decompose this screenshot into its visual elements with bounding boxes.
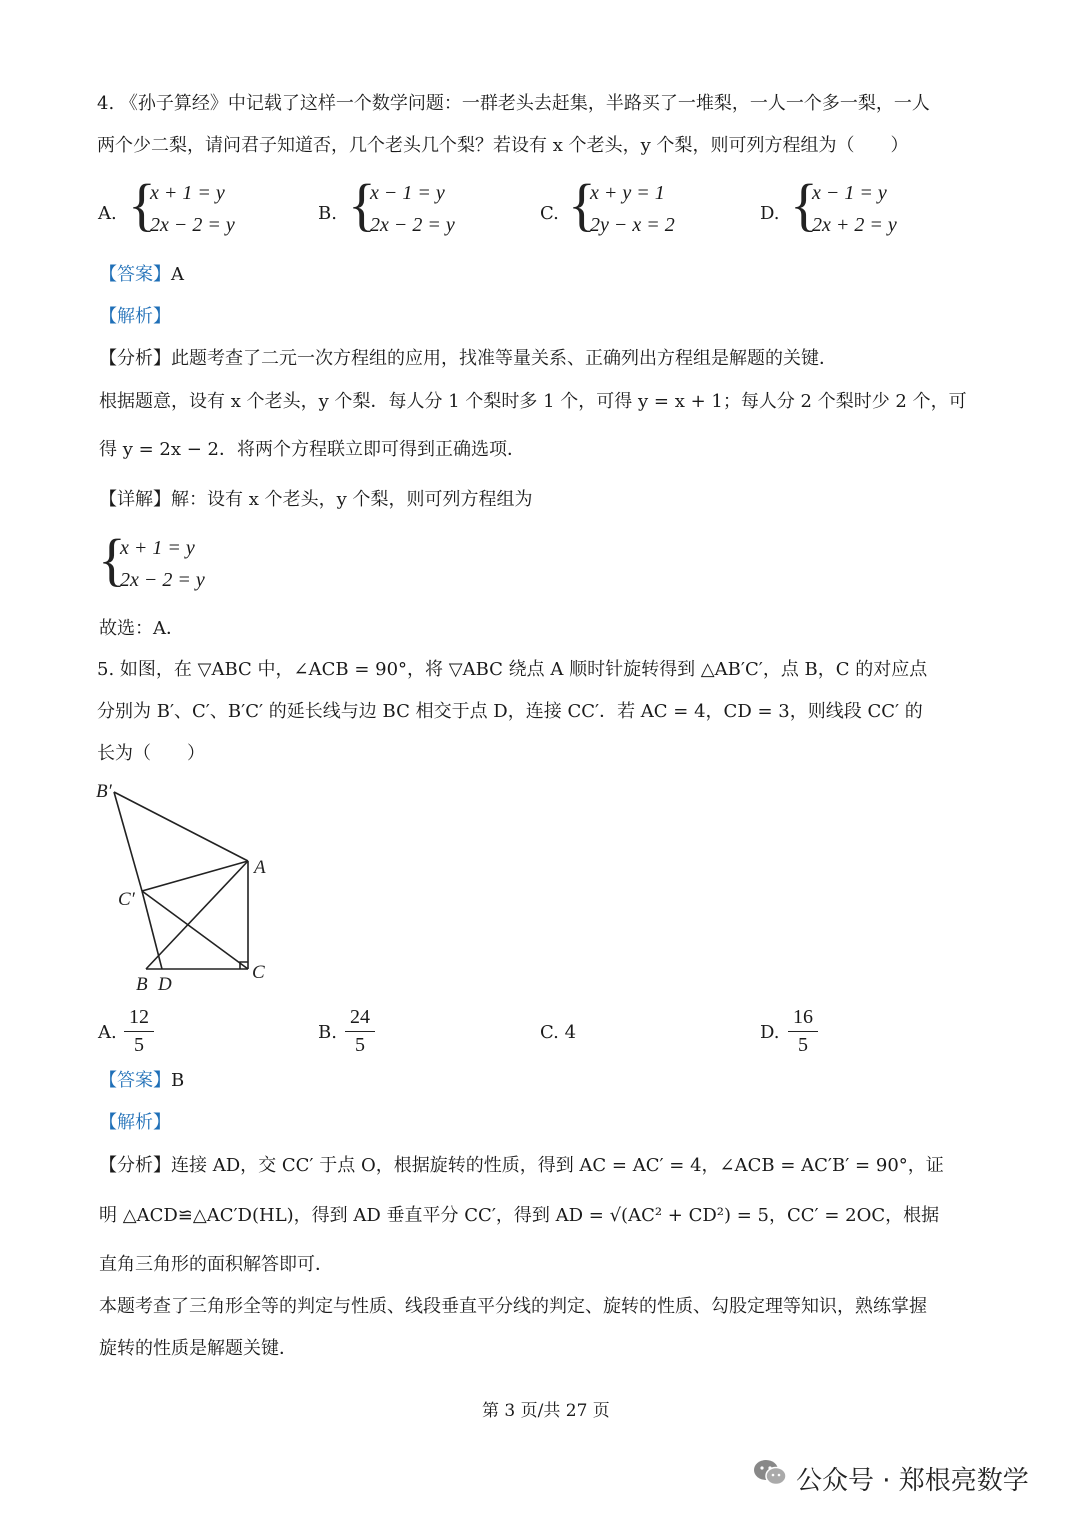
equation: 2x − 2 = y — [150, 214, 235, 236]
answer-value: B — [171, 1070, 185, 1091]
brace-icon: { — [348, 172, 376, 237]
brand-text: 公众号 · 郑根亮数学 — [796, 1466, 1029, 1496]
q5-figure — [90, 775, 290, 1000]
q4-choose: 故选：A． — [99, 618, 184, 639]
q4-para1: 根据题意，设有 x 个老头，y 个梨．每人分 1 个梨时多 1 个，可得 y = x + 1；每人分 2 个梨时少 2 个，可 — [99, 391, 967, 412]
equation: x + 1 = y — [150, 182, 225, 204]
page-number: 第 3 页/共 27 页 — [482, 1401, 610, 1421]
q4-answer — [99, 266, 184, 284]
brace-icon: { — [128, 172, 156, 237]
q5-fenxi-line1 — [99, 1157, 944, 1175]
segment-a-b — [146, 861, 248, 969]
equation: 2x − 2 = y — [120, 569, 205, 591]
brace-icon: { — [790, 172, 818, 237]
segment-bp-cp — [114, 792, 142, 891]
detail-text: 解：设有 x 个老头，y 个梨，则可列方程组为 — [171, 489, 533, 510]
fenxi-tag: 【分析】 — [99, 348, 171, 369]
answer-value: A — [171, 264, 184, 285]
equation: x + y = 1 — [590, 182, 665, 204]
q5-stem-line1: 5. 如图，在 ▽ABC 中，∠ACB = 90°，将 ▽ABC 绕点 A 顺时针旋转得到 △AB′C′，点 B，C 的对应点 — [97, 659, 928, 680]
label-c-prime: C′ — [118, 889, 135, 910]
option-label: B. — [318, 1022, 337, 1043]
brace-icon: { — [568, 172, 596, 237]
equation: 2y − x = 2 — [590, 214, 675, 236]
option-label: D. — [760, 1022, 780, 1043]
q5-stem-line2: 分别为 B′、C′、B′C′ 的延长线与边 BC 相交于点 D，连接 CC′．若 AC = 4，CD = 3，则线段 CC′ 的 — [97, 701, 923, 722]
detail-tag: 【详解】 — [99, 489, 171, 510]
equation: x + 1 = y — [120, 537, 195, 559]
option-label: B. — [318, 203, 337, 224]
label-c: C — [252, 962, 265, 983]
option-label: A. — [98, 203, 117, 224]
q5-stem-line3: 长为（ ） — [97, 743, 205, 764]
q4-stem-line2: 两个少二梨，请问君子知道否，几个老头几个梨？若设有 x 个老头，y 个梨，则可列方程组为（ ） — [97, 135, 909, 156]
q5-summary-line1: 本题考查了三角形全等的判定与性质、线段垂直平分线的判定、旋转的性质、勾股定理等知识，熟练掌握 — [99, 1296, 927, 1317]
wechat-icon — [752, 1458, 788, 1488]
answer-tag: 【答案】 — [99, 264, 171, 285]
answer-tag: 【答案】 — [99, 1070, 171, 1091]
q4-para2: 得 y = 2x − 2．将两个方程联立即可得到正确选项． — [99, 439, 525, 460]
q4-detail — [99, 491, 532, 509]
denominator: 5 — [134, 1034, 144, 1056]
equation: 2x − 2 = y — [370, 214, 455, 236]
fenxi-text: 连接 AD，交 CC′ 于点 O，根据旋转的性质，得到 AC = AC′ = 4，∠ACB = AC′B′ = 90°，证 — [171, 1155, 944, 1176]
numerator: 24 — [345, 1006, 375, 1032]
label-a: A — [254, 857, 266, 878]
segment-cp-a — [142, 861, 248, 891]
equation: 2x + 2 = y — [812, 214, 897, 236]
equation: x − 1 = y — [370, 182, 445, 204]
q4-analysis-tag: 【解析】 — [99, 306, 171, 327]
q5-fenxi-line2: 明 △ACD≌△AC′D(HL)，得到 AD 垂直平分 CC′，得到 AD = √(AC² + CD²) = 5，CC′ = 2OC，根据 — [99, 1205, 940, 1226]
fenxi-text: 此题考查了二元一次方程组的应用，找准等量关系、正确列出方程组是解题的关键． — [171, 348, 837, 369]
q5-fenxi-line3: 直角三角形的面积解答即可． — [99, 1254, 333, 1275]
q5-analysis-tag: 【解析】 — [99, 1112, 171, 1133]
label-b-prime: B′ — [96, 781, 112, 802]
option-value: 4 — [564, 1022, 577, 1043]
option-label-text: C. — [540, 1022, 559, 1043]
equation: x − 1 = y — [812, 182, 887, 204]
denominator: 5 — [798, 1034, 808, 1056]
option-label: A. — [98, 1022, 117, 1043]
q4-fenxi — [99, 350, 837, 368]
numerator: 12 — [124, 1006, 154, 1032]
segment-bp-a — [114, 792, 248, 861]
denominator: 5 — [355, 1034, 365, 1056]
label-b: B — [136, 974, 148, 995]
option-label: C. — [540, 203, 559, 224]
option-label: D. — [760, 203, 780, 224]
q5-summary-line2: 旋转的性质是解题关键． — [99, 1338, 297, 1359]
numerator: 16 — [788, 1006, 818, 1032]
brace-icon: { — [98, 527, 126, 592]
label-d: D — [158, 974, 172, 995]
fenxi-tag: 【分析】 — [99, 1155, 171, 1176]
q5-answer — [99, 1072, 184, 1090]
option-label — [540, 1022, 576, 1043]
q4-stem-line1: 4. 《孙子算经》中记载了这样一个数学问题：一群老头去赶集，半路买了一堆梨，一人一个多一梨，一人 — [97, 93, 930, 114]
